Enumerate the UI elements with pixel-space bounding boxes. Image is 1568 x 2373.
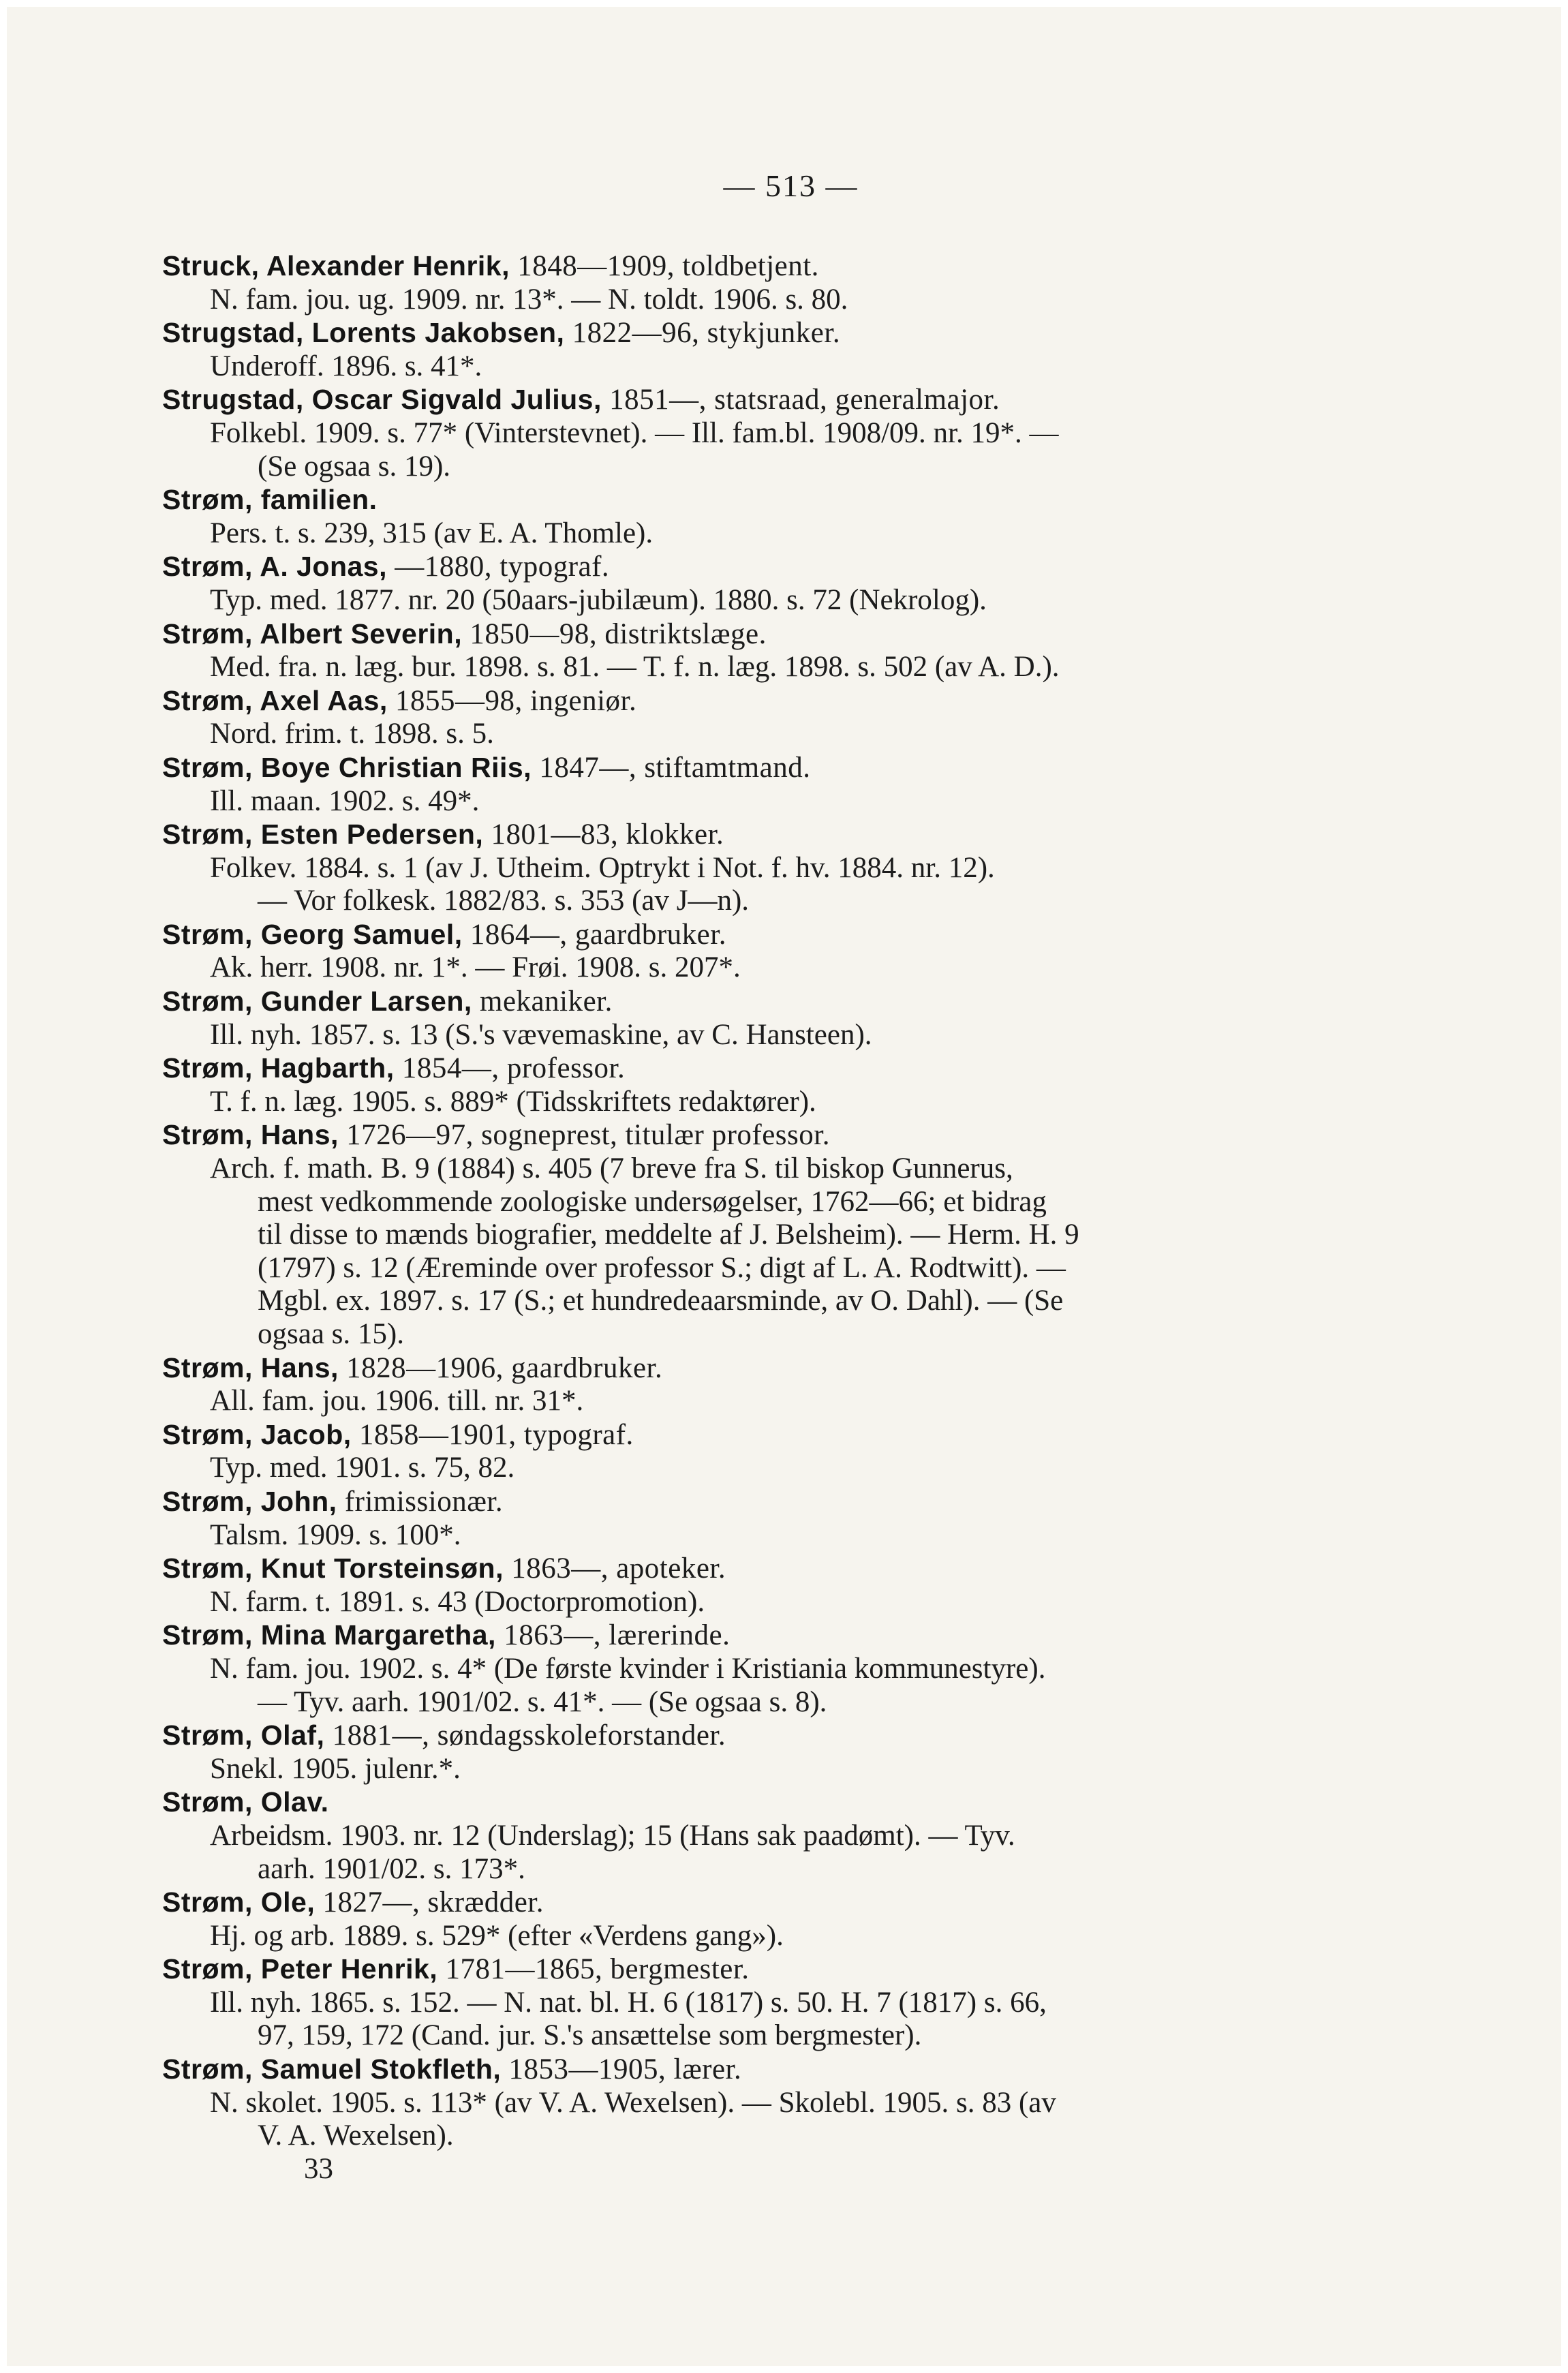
entry-reference-line: Talsm. 1909. s. 100*. bbox=[210, 1518, 461, 1551]
entry-reference-line: til disse to mænds biografier, meddelte af J. Belsheim). — Herm. H. 9 bbox=[258, 1219, 1079, 1251]
entry-reference-line: (1797) s. 12 (Æreminde over professor S.; digt af L. A. Rodtwitt). — bbox=[258, 1251, 1066, 1284]
index-entry bbox=[162, 1552, 1341, 1619]
entry-name: Strøm, Mina Margaretha, bbox=[162, 1619, 496, 1651]
index-entry bbox=[162, 617, 1341, 684]
entry-reference-line: T. f. n. læg. 1905. s. 889* (Tidsskriftets redaktører). bbox=[210, 1085, 816, 1118]
entry-reference-line: Ill. nyh. 1857. s. 13 (S.'s vævemaskine, av C. Hansteen). bbox=[210, 1018, 872, 1051]
entry-description: 1828—1906, gaardbruker. bbox=[338, 1351, 663, 1384]
entry-reference-line: N. fam. jou. 1902. s. 4* (De første kvinder i Kristiania kommunestyre). bbox=[210, 1652, 1046, 1685]
entry-name: Strugstad, Lorents Jakobsen, bbox=[162, 317, 565, 349]
index-entry bbox=[162, 1886, 1341, 1953]
entry-reference-line: Hj. og arb. 1889. s. 529* (efter «Verdens gang»). bbox=[210, 1919, 784, 1952]
entry-reference-line: (Se ogsaa s. 19). bbox=[258, 450, 451, 483]
entry-description: 1847—, stiftamtmand. bbox=[532, 751, 811, 784]
entry-name: Strøm, A. Jonas, bbox=[162, 551, 387, 583]
entry-description: —1880, typograf. bbox=[387, 551, 610, 583]
entry-description: 1822—96, stykjunker. bbox=[564, 317, 841, 350]
index-entry bbox=[162, 249, 1341, 316]
entry-heading bbox=[162, 1886, 1341, 1920]
entry-description: 1850—98, distriktslæge. bbox=[462, 617, 767, 650]
entry-description: 1726—97, sogneprest, titulær professor. bbox=[338, 1119, 830, 1152]
entry-description: 1864—, gaardbruker. bbox=[462, 918, 726, 951]
entry-heading bbox=[162, 483, 1341, 517]
entry-reference-line: Typ. med. 1901. s. 75, 82. bbox=[210, 1452, 515, 1484]
index-entry bbox=[162, 1418, 1341, 1485]
entry-heading bbox=[162, 1418, 1341, 1452]
entry-name: Strøm, Hans, bbox=[162, 1351, 339, 1383]
index-entry bbox=[162, 1351, 1341, 1418]
entry-heading bbox=[162, 1619, 1341, 1653]
entry-heading bbox=[162, 316, 1341, 350]
entry-heading bbox=[162, 684, 1341, 718]
entry-reference-line: aarh. 1901/02. s. 173*. bbox=[258, 1852, 525, 1885]
entry-name: Strøm, John, bbox=[162, 1485, 337, 1517]
index-entry bbox=[162, 316, 1341, 383]
entry-description: 1848—1909, toldbetjent. bbox=[510, 250, 819, 282]
index-entry bbox=[162, 1953, 1341, 2053]
entry-name: Strøm, Albert Severin, bbox=[162, 617, 463, 649]
entry-name: Strøm, Olaf, bbox=[162, 1719, 325, 1751]
entry-name: Strøm, familien. bbox=[162, 484, 378, 516]
entry-reference-line: 97, 159, 172 (Cand. jur. S.'s ansættelse som bergmester). bbox=[258, 2019, 922, 2052]
entry-description: 1855—98, ingeniør. bbox=[387, 684, 637, 717]
index-entry bbox=[162, 1619, 1341, 1719]
entry-reference-line: Folkev. 1884. s. 1 (av J. Utheim. Optrykt i Not. f. hv. 1884. nr. 12). bbox=[210, 851, 995, 884]
entry-name: Strøm, Gunder Larsen, bbox=[162, 985, 472, 1017]
entry-heading bbox=[162, 1485, 1341, 1519]
entry-reference-line: Ill. maan. 1902. s. 49*. bbox=[210, 784, 480, 817]
entry-description: frimissionær. bbox=[337, 1485, 504, 1518]
entry-reference-line: Underoff. 1896. s. 41*. bbox=[210, 350, 482, 382]
entry-heading bbox=[162, 1118, 1341, 1152]
entry-heading bbox=[162, 918, 1341, 952]
index-entry bbox=[162, 383, 1341, 483]
entry-heading bbox=[162, 1719, 1341, 1753]
entry-reference-line: N. skolet. 1905. s. 113* (av V. A. Wexelsen). — Skolebl. 1905. s. 83 (av bbox=[210, 2086, 1056, 2119]
entry-name: Strøm, Axel Aas, bbox=[162, 684, 388, 716]
entry-heading bbox=[162, 818, 1341, 852]
entry-heading bbox=[162, 1052, 1341, 1086]
entry-reference-line: Snekl. 1905. julenr.*. bbox=[210, 1752, 461, 1785]
entry-heading bbox=[162, 985, 1341, 1019]
entry-name: Strøm, Ole, bbox=[162, 1886, 316, 1918]
entry-heading bbox=[162, 1351, 1341, 1385]
entry-name: Strøm, Hans, bbox=[162, 1119, 339, 1151]
entry-name: Strøm, Peter Henrik, bbox=[162, 1953, 438, 1985]
entry-description: 1854—, professor. bbox=[394, 1052, 626, 1085]
entry-reference-line: V. A. Wexelsen). bbox=[258, 2119, 454, 2152]
entry-heading bbox=[162, 249, 1341, 284]
entry-reference-line: Pers. t. s. 239, 315 (av E. A. Thomle). bbox=[210, 517, 654, 549]
entry-description: 1851—, statsraad, generalmajor. bbox=[601, 384, 1000, 416]
signature-mark: 33 bbox=[304, 2153, 333, 2185]
index-entries bbox=[162, 249, 1341, 2153]
entry-heading bbox=[162, 1786, 1341, 1820]
entry-name: Strugstad, Oscar Sigvald Julius, bbox=[162, 384, 602, 416]
entry-name: Strøm, Georg Samuel, bbox=[162, 918, 463, 950]
index-entry bbox=[162, 483, 1341, 550]
entry-heading bbox=[162, 1953, 1341, 1987]
index-entry bbox=[162, 1052, 1341, 1118]
entry-name: Strøm, Samuel Stokfleth, bbox=[162, 2053, 502, 2085]
entry-reference-line: Arch. f. math. B. 9 (1884) s. 405 (7 breve fra S. til biskop Gunnerus, bbox=[210, 1152, 1013, 1185]
entry-description: 1863—, lærerinde. bbox=[495, 1619, 731, 1652]
index-entry bbox=[162, 1485, 1341, 1552]
entry-description: 1858—1901, typograf. bbox=[351, 1418, 634, 1451]
entry-description: 1881—, søndagsskoleforstander. bbox=[324, 1719, 726, 1752]
entry-name: Strøm, Boye Christian Riis, bbox=[162, 751, 532, 783]
entry-name: Strøm, Jacob, bbox=[162, 1418, 352, 1450]
entry-heading bbox=[162, 617, 1341, 652]
entry-reference-line: Arbeidsm. 1903. nr. 12 (Underslag); 15 (Hans sak paadømt). — Tyv. bbox=[210, 1819, 1015, 1852]
entry-reference-line: Typ. med. 1877. nr. 20 (50aars-jubilæum). 1880. s. 72 (Nekrolog). bbox=[210, 583, 987, 616]
entry-reference-line: Mgbl. ex. 1897. s. 17 (S.; et hundredeaarsminde, av O. Dahl). — (Se bbox=[258, 1285, 1064, 1317]
entry-reference-line: N. fam. jou. ug. 1909. nr. 13*. — N. toldt. 1906. s. 80. bbox=[210, 283, 848, 316]
index-entry bbox=[162, 1118, 1341, 1351]
entry-reference-line: mest vedkommende zoologiske undersøgelser, 1762—66; et bidrag bbox=[258, 1185, 1047, 1218]
entry-heading bbox=[162, 550, 1341, 584]
index-entry bbox=[162, 918, 1341, 985]
entry-name: Struck, Alexander Henrik, bbox=[162, 250, 510, 281]
entry-reference-line: Folkebl. 1909. s. 77* (Vinterstevnet). — Ill. fam.bl. 1908/09. nr. 19*. — bbox=[210, 416, 1059, 449]
entry-heading bbox=[162, 1552, 1341, 1586]
entry-description: 1827—, skrædder. bbox=[315, 1886, 544, 1919]
entry-description: mekaniker. bbox=[472, 985, 613, 1018]
index-entry bbox=[162, 818, 1341, 918]
entry-description: 1853—1905, lærer. bbox=[501, 2053, 742, 2086]
index-entry bbox=[162, 550, 1341, 617]
index-entry bbox=[162, 684, 1341, 751]
entry-heading bbox=[162, 383, 1341, 417]
entry-reference-line: — Vor folkesk. 1882/83. s. 353 (av J—n). bbox=[258, 885, 750, 917]
entry-reference-line: All. fam. jou. 1906. till. nr. 31*. bbox=[210, 1385, 584, 1418]
index-entry bbox=[162, 1719, 1341, 1786]
entry-reference-line: Nord. frim. t. 1898. s. 5. bbox=[210, 718, 494, 750]
index-entry bbox=[162, 751, 1341, 818]
entry-description: 1801—83, klokker. bbox=[483, 818, 724, 851]
index-entry bbox=[162, 1786, 1341, 1886]
index-entry bbox=[162, 2053, 1341, 2153]
entry-description: 1781—1865, bergmester. bbox=[437, 1953, 750, 1986]
entry-reference-line: Med. fra. n. læg. bur. 1898. s. 81. — T. f. n. læg. 1898. s. 502 (av A. D.). bbox=[210, 651, 1060, 684]
entry-name: Strøm, Knut Torsteinsøn, bbox=[162, 1552, 504, 1584]
entry-reference-line: Ill. nyh. 1865. s. 152. — N. nat. bl. H. 6 (1817) s. 50. H. 7 (1817) s. 66, bbox=[210, 1986, 1047, 2019]
page-number: — 513 — bbox=[723, 168, 859, 203]
entry-reference-line: N. farm. t. 1891. s. 43 (Doctorpromotion). bbox=[210, 1585, 705, 1618]
entry-reference-line: Ak. herr. 1908. nr. 1*. — Frøi. 1908. s. 207*. bbox=[210, 951, 741, 984]
entry-reference-line: — Tyv. aarh. 1901/02. s. 41*. — (Se ogsaa s. 8). bbox=[258, 1685, 827, 1718]
entry-name: Strøm, Esten Pedersen, bbox=[162, 818, 484, 851]
index-entry bbox=[162, 985, 1341, 1052]
entry-heading bbox=[162, 751, 1341, 785]
entry-description: 1863—, apoteker. bbox=[503, 1552, 726, 1585]
entry-reference-line: ogsaa s. 15). bbox=[258, 1318, 404, 1350]
entry-heading bbox=[162, 2053, 1341, 2087]
entry-name: Strøm, Olav. bbox=[162, 1786, 329, 1818]
entry-name: Strøm, Hagbarth, bbox=[162, 1052, 395, 1084]
